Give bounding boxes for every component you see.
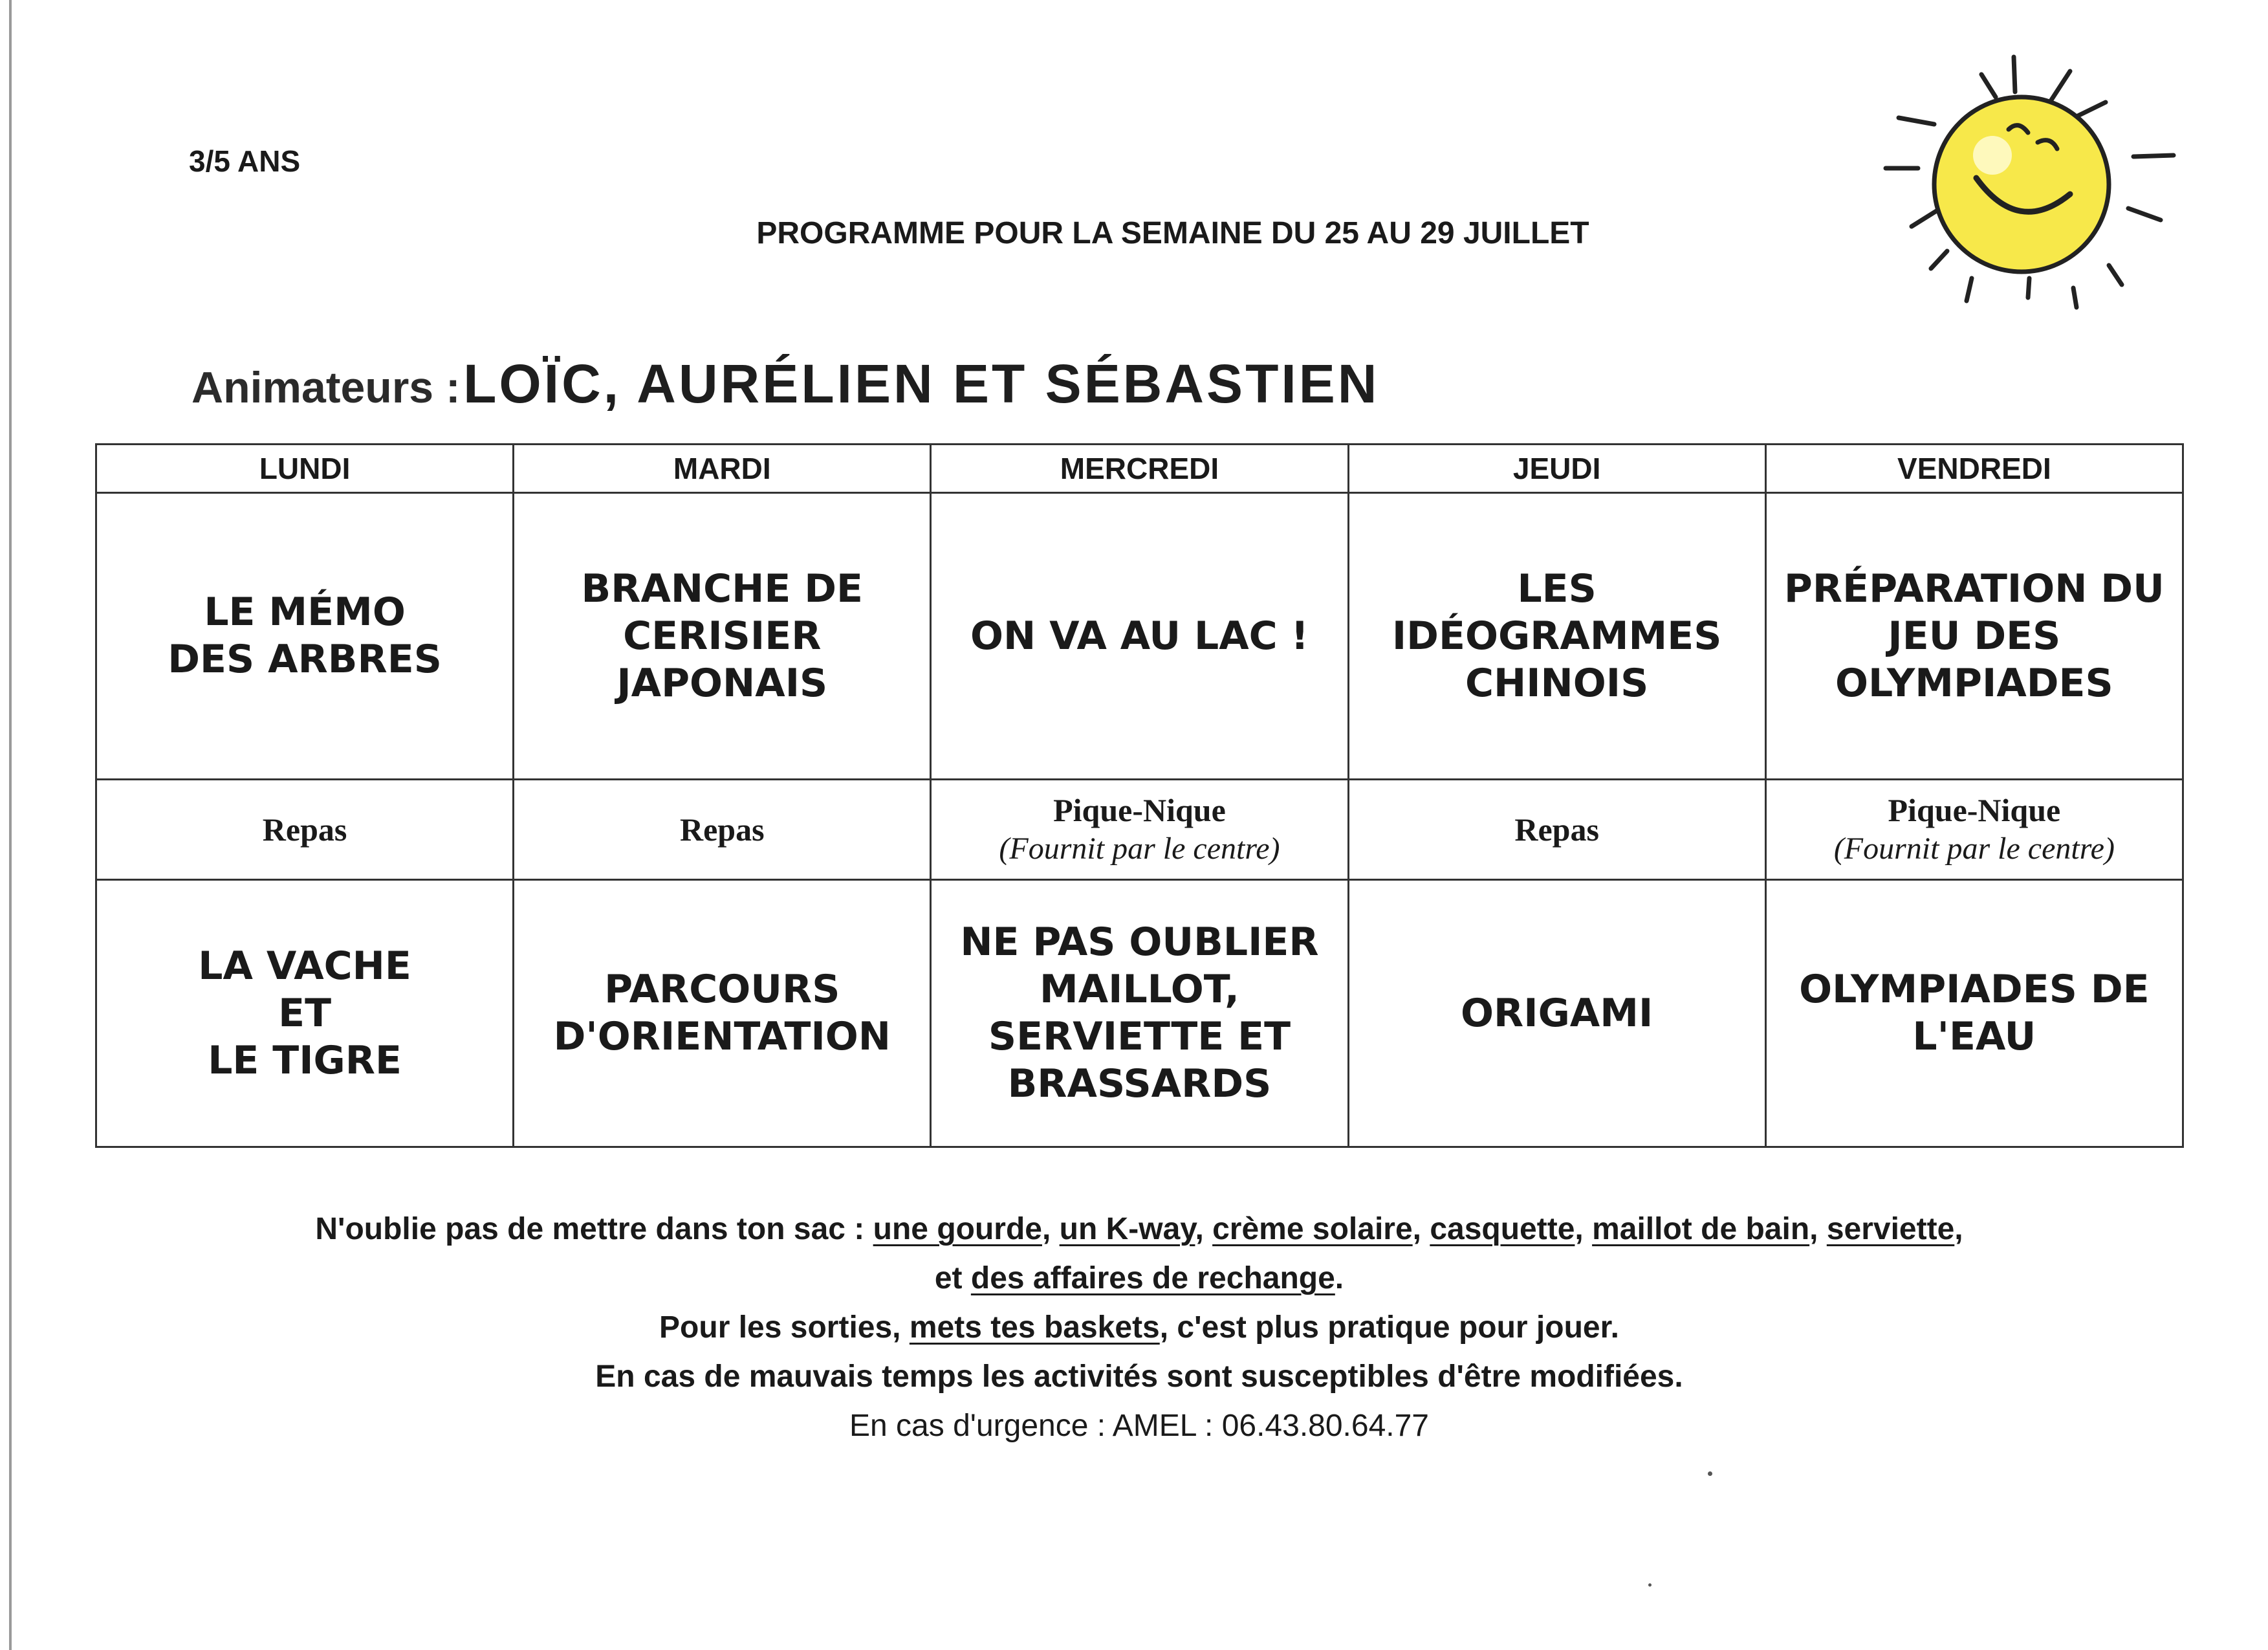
animators-line: [191, 353, 1379, 415]
outings-prefix: Pour les sorties,: [659, 1310, 901, 1345]
smiling-sun-icon: [1863, 45, 2193, 330]
day-header: MERCREDI: [931, 445, 1348, 493]
checklist-item: des affaires de rechange: [970, 1261, 1335, 1295]
meal-cell: [1348, 780, 1765, 880]
meal-cell: [514, 780, 931, 880]
scan-speck: [1648, 1583, 1652, 1587]
program-title: PROGRAMME POUR LA SEMAINE DU 25 AU 29 JUILLET: [756, 216, 1589, 250]
checklist-prefix: N'oublie pas de mettre dans ton sac :: [315, 1212, 865, 1246]
morning-activity: [514, 493, 931, 780]
day-header: LUNDI: [96, 445, 514, 493]
afternoon-activity-text: NE PAS OUBLIER MAILLOT, SERVIETTE ET BRASSARDS: [960, 919, 1319, 1106]
spare-clothes-line: et des affaires de rechange.: [934, 1261, 1344, 1295]
afternoon-activity-text: LA VACHE ET LE TIGRE: [198, 943, 411, 1083]
morning-activity-row: [96, 493, 2183, 780]
spare-clothes-prefix: et: [934, 1261, 963, 1295]
afternoon-activity-text: OLYMPIADES DE L'EAU: [1799, 967, 2150, 1059]
outings-line: [10, 1303, 2268, 1352]
afternoon-activity: [931, 880, 1348, 1147]
checklist-item: une gourde: [873, 1212, 1042, 1246]
afternoon-activity: [514, 880, 931, 1147]
outings-suffix: , c'est plus pratique pour jouer.: [1159, 1310, 1619, 1345]
bag-checklist-line: N'oublie pas de mettre dans ton sac : une gourde, un K-way, crème solaire, casquette, maillot de bain, serviette,: [315, 1212, 1963, 1246]
meal-label: Pique-Nique: [1888, 792, 2061, 828]
morning-activity: [1765, 493, 2183, 780]
afternoon-activity-text: ORIGAMI: [1461, 990, 1653, 1036]
emergency-contact: En cas d'urgence : AMEL : 06.43.80.64.77: [849, 1409, 1429, 1443]
day-header: MARDI: [514, 445, 931, 493]
meal-label: Repas: [1514, 811, 1599, 848]
day-header: VENDREDI: [1765, 445, 2183, 493]
checklist-item: maillot de bain: [1592, 1212, 1810, 1246]
age-group: 3/5 ANS: [189, 144, 301, 178]
animators-names: LOÏC, AURÉLIEN ET SÉBASTIEN: [463, 353, 1380, 414]
weather-warning: En cas de mauvais temps les activités sont susceptibles d'être modifiées.: [595, 1359, 1683, 1394]
checklist-item: un K-way: [1059, 1212, 1195, 1246]
meal-note: (Fournit par le centre): [1833, 831, 2115, 866]
afternoon-activity-text: PARCOURS D'ORIENTATION: [553, 967, 891, 1059]
weekly-schedule-table: [95, 443, 2184, 1148]
meal-cell: [931, 780, 1348, 880]
meal-cell: [96, 780, 514, 880]
checklist-item: crème solaire: [1212, 1212, 1413, 1246]
morning-activity-text: BRANCHE DE CERISIER JAPONAIS: [581, 566, 864, 706]
morning-activity-text: ON VA AU LAC !: [970, 613, 1309, 659]
morning-activity: [1348, 493, 1765, 780]
afternoon-activity: [1765, 880, 2183, 1147]
afternoon-activity: [96, 880, 514, 1147]
meal-label: Repas: [679, 811, 765, 848]
morning-activity: [931, 493, 1348, 780]
animators-label: Animateurs :: [191, 363, 461, 412]
meal-note: (Fournit par le centre): [999, 831, 1280, 866]
meal-label: Pique-Nique: [1053, 792, 1226, 828]
morning-activity-text: LE MÉMO DES ARBRES: [168, 589, 442, 682]
meal-cell: [1765, 780, 2183, 880]
day-header: JEUDI: [1348, 445, 1765, 493]
checklist-item: casquette: [1430, 1212, 1575, 1246]
morning-activity-text: LES IDÉOGRAMMES CHINOIS: [1391, 566, 1722, 706]
day-header-row: [96, 445, 2183, 493]
scan-speck: [1708, 1471, 1712, 1476]
afternoon-activity: [1348, 880, 1765, 1147]
checklist-item: serviette: [1826, 1212, 1955, 1246]
morning-activity: [96, 493, 514, 780]
meal-label: Repas: [262, 811, 347, 848]
morning-activity-text: PRÉPARATION DU JEU DES OLYMPIADES: [1783, 566, 2164, 706]
reminder-notes: [0, 1205, 2268, 1451]
afternoon-activity-row: [96, 880, 2183, 1147]
meal-row: [96, 780, 2183, 880]
checklist-item: mets tes baskets: [909, 1310, 1160, 1345]
